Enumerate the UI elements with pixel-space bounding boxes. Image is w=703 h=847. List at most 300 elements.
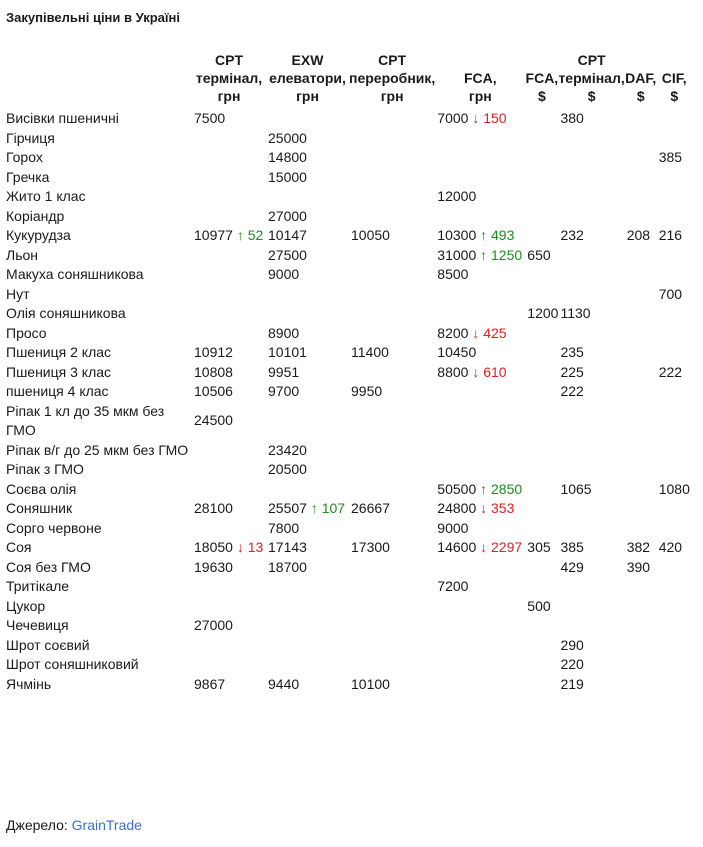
product-name: Горох [6, 149, 43, 165]
price-cell [625, 148, 657, 168]
price-value: 385 [560, 539, 584, 555]
price-cell [657, 480, 692, 500]
source-label: Джерело: [6, 817, 68, 833]
table-row [6, 636, 692, 656]
price-cell [435, 519, 525, 539]
price-cell [435, 148, 525, 168]
product-name: Пшениця 2 клас [6, 344, 112, 360]
price-change-down: ↓ 425 [472, 324, 507, 341]
price-cell [192, 109, 266, 129]
price-cell [558, 207, 624, 227]
table-row [6, 109, 692, 129]
product-name: Жито 1 клас [6, 188, 86, 204]
price-cell [558, 441, 624, 461]
price-cell [435, 538, 525, 558]
price-cell [558, 499, 624, 519]
price-cell [192, 655, 266, 675]
price-cell [349, 577, 435, 597]
price-cell [266, 265, 349, 285]
price-cell [657, 538, 692, 558]
product-name: Просо [6, 324, 47, 341]
price-cell [266, 577, 349, 597]
price-cell [525, 382, 558, 402]
price-cell [558, 363, 624, 383]
price-cell [558, 577, 624, 597]
price-cell [558, 655, 624, 675]
product-name: Соя [6, 539, 32, 555]
price-cell [266, 480, 349, 500]
price-cell [525, 324, 558, 344]
price-cell [657, 129, 692, 149]
price-cell [349, 148, 435, 168]
price-value: 650 [527, 246, 551, 263]
product-name: Ріпак з ГМО [6, 461, 84, 477]
price-value: 19630 [194, 558, 233, 575]
product-name: Кукурудза [6, 227, 71, 243]
product-name: пшениця 4 клас [6, 383, 109, 399]
table-row [6, 226, 692, 246]
price-cell [192, 441, 266, 461]
price-cell [192, 558, 266, 578]
price-cell [625, 226, 657, 246]
price-cell [625, 577, 657, 597]
price-cell [266, 324, 349, 344]
price-cell [435, 343, 525, 363]
price-cell [625, 597, 657, 617]
price-value: 10100 [351, 675, 390, 692]
price-cell [266, 441, 349, 461]
price-cell [558, 285, 624, 305]
price-cell [657, 226, 692, 246]
product-name: Нут [6, 285, 30, 302]
price-value: 10912 [194, 344, 233, 360]
price-cell [192, 577, 266, 597]
price-cell [435, 226, 525, 246]
price-cell [349, 129, 435, 149]
price-cell [525, 109, 558, 129]
price-cell [558, 519, 624, 539]
price-cell [525, 246, 558, 266]
price-cell [525, 402, 558, 441]
price-cell [349, 363, 435, 383]
price-cell [192, 265, 266, 285]
price-cell [525, 655, 558, 675]
price-cell [558, 636, 624, 656]
price-cell [525, 597, 558, 617]
price-value: 24500 [194, 412, 233, 429]
price-cell [192, 343, 266, 363]
price-cell [558, 558, 624, 578]
price-value: 382 [626, 539, 651, 555]
table-row [6, 343, 692, 363]
price-value: 290 [560, 636, 584, 653]
price-change-down: ↓ 2297 [480, 539, 523, 555]
price-cell [625, 675, 657, 695]
price-value: 220 [560, 656, 584, 672]
price-value: 11400 [351, 344, 389, 360]
price-cell [192, 226, 266, 246]
price-cell [625, 655, 657, 675]
price-cell [558, 187, 624, 207]
price-cell [349, 499, 435, 519]
price-cell [525, 519, 558, 539]
product-name: Коріандр [6, 207, 65, 224]
column-header [435, 51, 525, 109]
price-change-down: ↓ 150 [472, 110, 507, 126]
price-value: 9867 [194, 675, 226, 692]
price-cell [435, 441, 525, 461]
price-cell [192, 382, 266, 402]
price-value: 18700 [268, 558, 307, 575]
price-cell [192, 480, 266, 500]
price-value: 1065 [560, 480, 592, 497]
price-change-up: ↑ 107 [310, 500, 346, 516]
price-cell [435, 402, 525, 441]
price-value: 7000 [437, 110, 469, 126]
price-cell [266, 460, 349, 480]
price-cell [657, 499, 692, 519]
price-cell [192, 616, 266, 636]
price-value: 9000 [437, 519, 469, 536]
table-body [6, 109, 692, 694]
price-value: 25000 [268, 129, 307, 146]
price-value: 10147 [268, 227, 307, 243]
price-cell [349, 519, 435, 539]
price-cell [266, 363, 349, 383]
price-value: 9700 [268, 383, 300, 399]
price-value: 222 [658, 363, 683, 380]
prices-table [6, 51, 692, 694]
column-header [657, 51, 692, 109]
price-value: 24800 [437, 500, 477, 516]
price-cell [657, 343, 692, 363]
price-cell [558, 168, 624, 188]
price-cell [349, 441, 435, 461]
price-cell [435, 460, 525, 480]
table-row [6, 382, 692, 402]
price-cell [435, 246, 525, 266]
price-cell [625, 304, 657, 324]
price-cell [192, 285, 266, 305]
price-cell [657, 265, 692, 285]
price-cell [657, 577, 692, 597]
price-value: 9951 [268, 363, 300, 380]
price-cell [435, 558, 525, 578]
price-cell [525, 480, 558, 500]
price-cell [558, 109, 624, 129]
price-cell [435, 324, 525, 344]
price-cell [349, 675, 435, 695]
price-cell [349, 480, 435, 500]
price-cell [558, 597, 624, 617]
price-cell [435, 129, 525, 149]
product-name: Ріпак в/г до 25 мкм без ГМО [6, 441, 189, 458]
price-cell [266, 655, 349, 675]
price-cell [266, 519, 349, 539]
source-link[interactable]: GrainTrade [71, 817, 142, 833]
price-cell [625, 636, 657, 656]
table-row [6, 187, 692, 207]
column-header-line: грн [468, 88, 492, 104]
price-cell [266, 597, 349, 617]
column-header-line: DAF, [625, 70, 657, 86]
price-cell [558, 675, 624, 695]
product-name: Пшениця 3 клас [6, 363, 112, 380]
price-value: 7500 [194, 110, 226, 126]
column-header [525, 51, 558, 109]
price-value: 216 [658, 227, 683, 243]
table-row [6, 519, 692, 539]
price-cell [192, 675, 266, 695]
price-cell [657, 675, 692, 695]
price-cell [192, 168, 266, 188]
price-cell [558, 616, 624, 636]
table-row [6, 655, 692, 675]
price-cell [435, 499, 525, 519]
price-cell [192, 246, 266, 266]
price-value: 50500 [437, 480, 477, 497]
price-cell [525, 577, 558, 597]
product-name: Тритікале [6, 578, 70, 594]
price-value: 14800 [268, 149, 307, 165]
price-cell [266, 187, 349, 207]
price-value: 7800 [268, 519, 300, 536]
price-cell [525, 187, 558, 207]
price-cell [625, 265, 657, 285]
table-title: Закупівельні ціни в Україні [6, 10, 181, 25]
price-value: 17143 [268, 539, 307, 555]
column-header-line: $ [636, 88, 645, 104]
column-header-line: CPT [215, 52, 243, 68]
table-row [6, 577, 692, 597]
price-cell [558, 265, 624, 285]
price-cell [435, 363, 525, 383]
product-name: Шрот соняшниковий [6, 656, 139, 672]
price-cell [657, 655, 692, 675]
price-change-down: ↓ 353 [480, 500, 515, 516]
price-cell [349, 265, 435, 285]
price-cell [435, 207, 525, 227]
table-row [6, 363, 692, 383]
column-header-line: переробник, [349, 70, 436, 86]
price-cell [192, 304, 266, 324]
price-cell [266, 285, 349, 305]
price-cell [525, 285, 558, 305]
column-header-line: EXW [291, 52, 324, 68]
price-cell [625, 324, 657, 344]
price-value: 390 [626, 558, 651, 575]
table-row [6, 538, 692, 558]
price-cell [558, 343, 624, 363]
price-value: 25507 [268, 500, 307, 516]
price-cell [558, 538, 624, 558]
price-cell [349, 226, 435, 246]
column-header-line: FCA, [525, 70, 559, 86]
table-row [6, 285, 692, 305]
table-row [6, 207, 692, 227]
price-value: 15000 [268, 168, 307, 185]
price-cell [435, 285, 525, 305]
price-value: 10050 [351, 227, 390, 243]
price-cell [657, 285, 692, 305]
price-cell [435, 304, 525, 324]
price-value: 232 [560, 227, 584, 243]
price-cell [657, 187, 692, 207]
price-cell [349, 538, 435, 558]
price-change-down: ↓ 610 [472, 363, 507, 380]
price-cell [657, 363, 692, 383]
price-cell [349, 382, 435, 402]
price-cell [657, 460, 692, 480]
price-cell [525, 129, 558, 149]
price-cell [625, 382, 657, 402]
price-cell [349, 246, 435, 266]
column-header-line: $ [670, 88, 679, 104]
price-cell [349, 655, 435, 675]
price-value: 420 [658, 539, 683, 555]
price-value: 8500 [437, 266, 469, 282]
price-cell [657, 441, 692, 461]
price-cell [349, 558, 435, 578]
price-value: 1130 [560, 305, 591, 321]
price-cell [266, 226, 349, 246]
price-cell [657, 558, 692, 578]
product-column-header [6, 51, 192, 109]
price-value: 31000 [437, 246, 477, 263]
price-cell [625, 441, 657, 461]
price-value: 8200 [437, 324, 469, 341]
price-cell [558, 324, 624, 344]
price-cell [435, 168, 525, 188]
price-value: 26667 [351, 500, 390, 516]
price-cell [625, 538, 657, 558]
price-change-up: ↑ 52 [236, 227, 264, 243]
price-value: 27000 [268, 207, 307, 224]
price-cell [625, 460, 657, 480]
price-value: 9000 [268, 266, 300, 282]
price-cell [266, 558, 349, 578]
price-cell [266, 304, 349, 324]
price-cell [349, 343, 435, 363]
price-change-down: ↓ 13 [236, 539, 264, 555]
product-name: Чечевиця [6, 617, 69, 633]
price-value: 20500 [268, 461, 307, 477]
price-value: 10450 [437, 344, 477, 360]
price-cell [525, 226, 558, 246]
price-change-up: ↑ 1250 [480, 246, 523, 263]
price-value: 208 [626, 227, 651, 243]
price-cell [266, 109, 349, 129]
price-cell [266, 402, 349, 441]
table-row [6, 246, 692, 266]
price-value: 17300 [351, 539, 390, 555]
product-name: Соєва олія [6, 480, 77, 497]
price-cell [525, 363, 558, 383]
price-value: 10300 [437, 227, 477, 243]
price-value: 28100 [194, 500, 233, 516]
product-name: Гречка [6, 168, 50, 185]
price-value: 8900 [268, 324, 300, 341]
price-cell [266, 636, 349, 656]
price-value: 14600 [437, 539, 477, 555]
column-header-line: CPT [577, 52, 606, 68]
price-cell [657, 109, 692, 129]
column-header-line: FCA, [463, 70, 497, 86]
product-name: Соняшник [6, 500, 73, 516]
price-cell [558, 460, 624, 480]
price-cell [266, 499, 349, 519]
price-value: 225 [560, 363, 584, 380]
table-row [6, 675, 692, 695]
price-cell [625, 187, 657, 207]
column-header-line: елеватори, [269, 70, 346, 86]
price-cell [525, 441, 558, 461]
table-row [6, 499, 692, 519]
price-cell [525, 207, 558, 227]
price-cell [625, 207, 657, 227]
price-change-up: ↑ 2850 [480, 480, 523, 497]
table-row [6, 597, 692, 617]
product-name: Шрот соєвий [6, 636, 90, 653]
price-cell [435, 616, 525, 636]
price-value: 1080 [658, 480, 690, 497]
column-header-line: термінал, [195, 70, 263, 86]
price-cell [192, 636, 266, 656]
price-value: 700 [658, 285, 683, 302]
table-row [6, 324, 692, 344]
price-value: 10101 [268, 344, 307, 360]
price-value: 10808 [194, 363, 233, 380]
price-cell [525, 558, 558, 578]
price-value: 380 [560, 110, 584, 126]
price-cell [657, 519, 692, 539]
price-cell [525, 675, 558, 695]
price-cell [525, 636, 558, 656]
price-cell [525, 616, 558, 636]
price-cell [266, 538, 349, 558]
product-name: Олія соняшникова [6, 305, 126, 321]
price-cell [558, 382, 624, 402]
price-cell [625, 129, 657, 149]
price-cell [192, 324, 266, 344]
price-cell [266, 616, 349, 636]
price-cell [266, 207, 349, 227]
price-cell [558, 304, 624, 324]
product-name: Цукор [6, 597, 46, 614]
price-cell [192, 187, 266, 207]
price-value: 8800 [437, 363, 469, 380]
price-cell [266, 148, 349, 168]
price-cell [192, 207, 266, 227]
product-name: Сорго червоне [6, 519, 102, 536]
price-cell [657, 382, 692, 402]
price-cell [558, 148, 624, 168]
price-value: 1200 [527, 305, 559, 321]
price-cell [625, 246, 657, 266]
price-cell [435, 675, 525, 695]
price-cell [558, 226, 624, 246]
column-header-line: грн [217, 88, 241, 104]
price-cell [625, 480, 657, 500]
price-cell [657, 207, 692, 227]
price-cell [525, 304, 558, 324]
product-name: Ячмінь [6, 675, 52, 692]
price-cell [435, 480, 525, 500]
price-cell [435, 597, 525, 617]
price-value: 10977 [194, 227, 233, 243]
column-header [625, 51, 657, 109]
price-cell [192, 363, 266, 383]
